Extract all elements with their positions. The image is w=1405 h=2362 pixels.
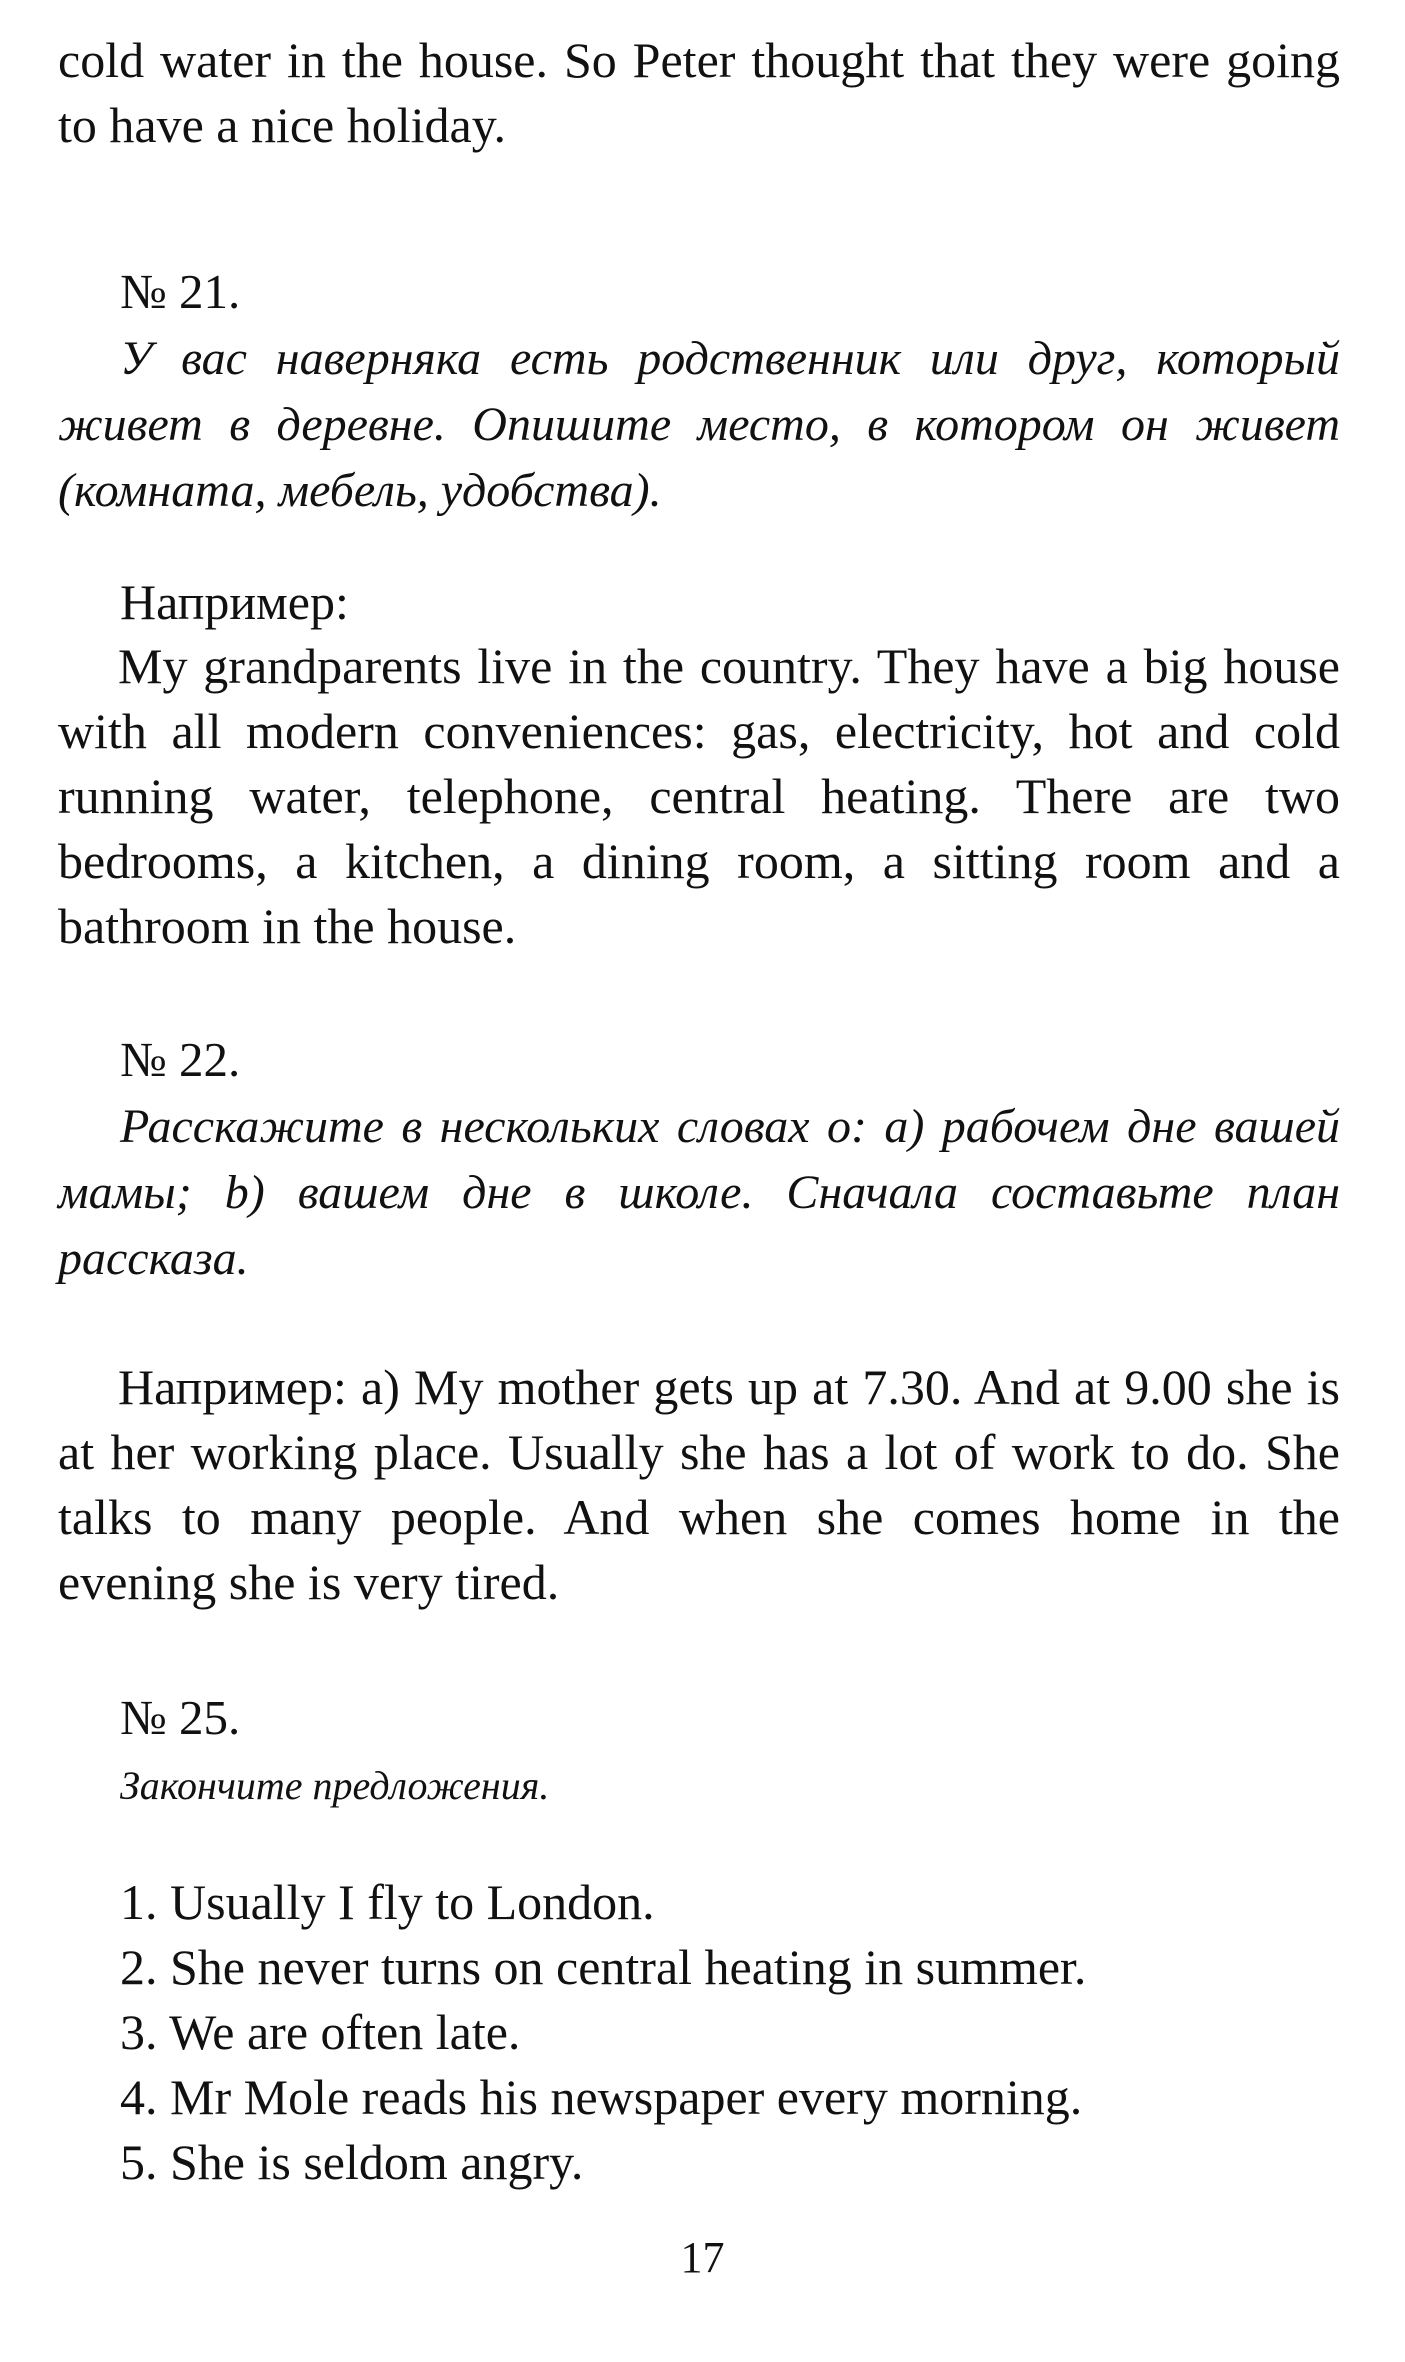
list-item: 4. Mr Mole reads his newspaper every morning. [120, 2069, 1083, 2125]
exercise-25-task: Закончите предложения. [120, 1763, 550, 1808]
exercise-22-task: Расскажите в нескольких словах о: а) рабочем дне вашей мамы; b) вашем дне в школе. Сначала составьте план рассказа. [58, 1100, 1340, 1285]
page-number: 17 [680, 2233, 725, 2282]
exercise-21-answer: My grandparents live in the country. They have a big house with all modern conveniences: gas, electricity, hot and cold running water, telephone, central heating. There are two bedrooms, a kitchen, a dining room, a sitting room and a bathroom in the house. [58, 638, 1340, 954]
exercise-22-number: № 22. [120, 1032, 241, 1087]
exercise-21-task: У вас наверняка есть родственник или друг, который живет в деревне. Опишите место, в котором он живет (комната, мебель, удобства). [58, 332, 1340, 517]
exercise-25-list [120, 1870, 1320, 2195]
exercise-22-answer: Например: a) My mother gets up at 7.30. And at 9.00 she is at her working place. Usually she has a lot of work to do. She talks to many people. And when she comes home in the evening she is very tired. [58, 1359, 1340, 1610]
exercise-25-number: № 25. [120, 1690, 241, 1745]
exercise-21-number: № 21. [120, 264, 241, 319]
list-item: 2. She never turns on central heating in summer. [120, 1939, 1087, 1995]
list-item: 3. We are often late. [120, 2004, 521, 2060]
list-item: 1. Usually I fly to London. [120, 1874, 655, 1930]
list-item: 5. She is seldom angry. [120, 2134, 584, 2190]
exercise-21-example-label: Например: [120, 574, 349, 630]
continuation-paragraph: cold water in the house. So Peter thought that they were going to have a nice holiday. [58, 32, 1340, 153]
